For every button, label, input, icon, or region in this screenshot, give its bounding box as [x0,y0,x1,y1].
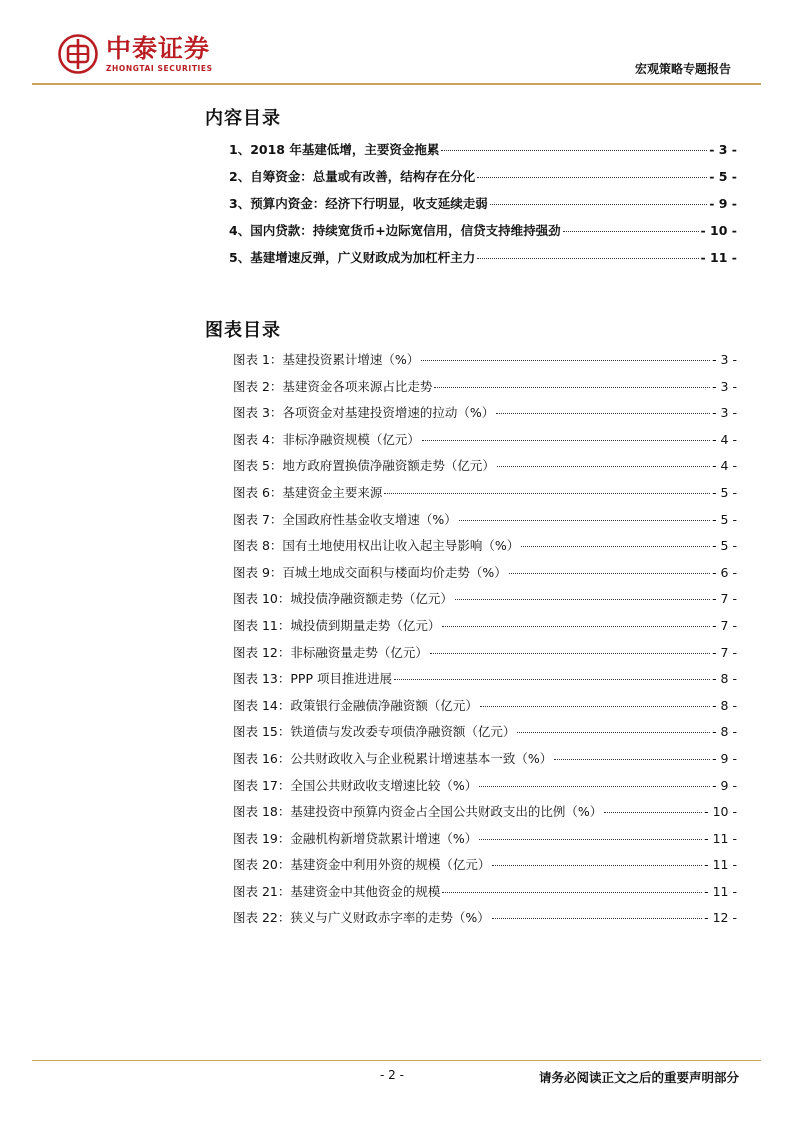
figure-entry-page: - 12 - [704,910,737,926]
figure-entry-label: 图表 2：基建资金各项来源占比走势 [233,378,433,394]
leader-dots [477,258,698,259]
figure-entry-label: 图表 14：政策银行金融债净融资额（亿元） [233,697,478,713]
figure-entry-page: - 7 - [712,617,737,633]
figure-entry-label: 图表 5：地方政府置换债净融资额走势（亿元） [233,458,495,474]
figure-entry-label: 图表 6：基建资金主要来源 [233,484,383,500]
footer-divider [32,1060,761,1061]
contents-entry-page: - 5 - [709,169,737,184]
figure-entry-4[interactable] [205,430,737,457]
logo-chinese-name: 中泰证券 [106,33,211,63]
figure-entry-page: - 8 - [712,671,737,687]
figure-entry-label: 图表 16：公共财政收入与企业税累计增速基本一致（%） [233,750,553,766]
figure-entry-label: 图表 19：金融机构新增贷款累计增速（%） [233,830,478,846]
figure-entry-10[interactable] [205,589,737,616]
leader-dots [517,732,710,733]
figure-entry-label: 图表 10：城投债净融资额走势（亿元） [233,591,453,607]
figure-entry-label: 图表 13：PPP 项目推进进展 [233,671,392,687]
leader-dots [441,150,707,151]
figure-entry-page: - 9 - [712,777,737,793]
figure-entry-page: - 7 - [712,644,737,660]
contents-entry-page: - 3 - [709,142,737,157]
leader-dots [422,440,710,441]
company-logo [58,34,213,74]
figures-list [205,350,737,935]
contents-entry-label: 3、预算内资金：经济下行明显，收支延续走弱 [229,196,488,211]
footer-disclaimer: 请务必阅读正文之后的重要声明部分 [538,1070,739,1085]
contents-entry-4[interactable] [205,221,737,248]
figure-entry-20[interactable] [205,855,737,882]
leader-dots [434,387,710,388]
contents-entry-2[interactable] [205,167,737,194]
contents-entry-page: - 9 - [709,196,737,211]
contents-entry-label: 4、国内贷款：持续宽货币+边际宽信用，信贷支持维持强劲 [229,223,561,238]
contents-entry-page: - 10 - [700,223,737,238]
figure-entry-page: - 11 - [704,857,737,873]
contents-title: 内容目录 [205,108,281,129]
page-number: - 2 - [380,1068,404,1082]
contents-entry-page: - 11 - [700,250,737,265]
contents-entry-label: 2、自筹资金：总量或有改善，结构存在分化 [229,169,476,184]
leader-dots [442,626,710,627]
figure-entry-8[interactable] [205,536,737,563]
figure-entry-18[interactable] [205,802,737,829]
leader-dots [459,520,710,521]
figure-entry-11[interactable] [205,616,737,643]
figure-entry-page: - 5 - [712,538,737,554]
contents-list [205,140,737,275]
figure-entry-14[interactable] [205,696,737,723]
figure-entry-page: - 7 - [712,591,737,607]
figure-entry-label: 图表 9：百城土地成交面积与楼面均价走势（%） [233,564,507,580]
figure-entry-page: - 5 - [712,511,737,527]
figure-entry-21[interactable] [205,882,737,909]
figure-entry-page: - 4 - [712,431,737,447]
figure-entry-label: 图表 11：城投债到期量走势（亿元） [233,617,441,633]
figure-entry-9[interactable] [205,563,737,590]
leader-dots [490,204,708,205]
header-divider [32,83,761,85]
figure-entry-label: 图表 4：非标净融资规模（亿元） [233,431,420,447]
figure-entry-label: 图表 21：基建资金中其他资金的规模 [233,883,441,899]
figure-entry-page: - 3 - [712,405,737,421]
leader-dots [496,413,710,414]
leader-dots [384,493,710,494]
leader-dots [497,466,710,467]
figure-entry-12[interactable] [205,643,737,670]
figure-entry-page: - 8 - [712,697,737,713]
leader-dots [492,918,702,919]
leader-dots [479,786,710,787]
leader-dots [604,812,702,813]
contents-entry-label: 5、基建增速反弹，广义财政成为加杠杆主力 [229,250,476,265]
leader-dots [563,231,699,232]
figure-entry-label: 图表 15：铁道债与发改委专项债净融资额（亿元） [233,724,516,740]
figure-entry-7[interactable] [205,510,737,537]
contents-entry-5[interactable] [205,248,737,275]
figure-entry-2[interactable] [205,377,737,404]
figure-entry-13[interactable] [205,669,737,696]
figure-entry-page: - 8 - [712,724,737,740]
logo-english-name: ZHONGTAI SECURITIES [106,63,213,73]
figure-entry-label: 图表 17：全国公共财政收支增速比较（%） [233,777,478,793]
zhongtai-logo-icon [58,34,98,74]
leader-dots [430,653,710,654]
figure-entry-page: - 11 - [704,883,737,899]
figure-entry-page: - 9 - [712,750,737,766]
leader-dots [554,759,710,760]
leader-dots [455,599,710,600]
figure-entry-page: - 6 - [712,564,737,580]
contents-entry-3[interactable] [205,194,737,221]
contents-entry-label: 1、2018 年基建低增，主要资金拖累 [229,142,440,157]
figure-entry-5[interactable] [205,456,737,483]
figure-entry-6[interactable] [205,483,737,510]
figure-entry-page: - 11 - [704,830,737,846]
figure-entry-page: - 4 - [712,458,737,474]
leader-dots [421,360,710,361]
figure-entry-label: 图表 8：国有土地使用权出让收入起主导影响（%） [233,538,520,554]
leader-dots [394,679,710,680]
leader-dots [509,573,710,574]
figure-entry-label: 图表 7：全国政府性基金收支增速（%） [233,511,457,527]
figure-entry-label: 图表 12：非标融资量走势（亿元） [233,644,428,660]
leader-dots [480,706,710,707]
figure-entry-label: 图表 20：基建资金中利用外资的规模（亿元） [233,857,491,873]
leader-dots [442,892,702,893]
figure-entry-page: - 3 - [712,352,737,367]
figure-entry-label: 图表 22：狭义与广义财政赤字率的走势（%） [233,910,490,926]
leader-dots [477,177,707,178]
figure-entry-15[interactable] [205,722,737,749]
figure-entry-page: - 5 - [712,484,737,500]
figure-entry-17[interactable] [205,776,737,803]
figures-title: 图表目录 [205,320,281,341]
figure-entry-1[interactable] [205,350,737,377]
figure-entry-label: 图表 3：各项资金对基建投资增速的拉动（%） [233,405,495,421]
figure-entry-page: - 3 - [712,378,737,394]
figure-entry-label: 图表 18：基建投资中预算内资金占全国公共财政支出的比例（%） [233,804,603,820]
report-type-label: 宏观策略专题报告 [634,62,731,76]
leader-dots [479,839,702,840]
figure-entry-22[interactable] [205,908,737,935]
figure-entry-3[interactable] [205,403,737,430]
figure-entry-16[interactable] [205,749,737,776]
figure-entry-19[interactable] [205,829,737,856]
figure-entry-page: - 10 - [704,804,737,820]
contents-entry-1[interactable] [205,140,737,167]
figure-entry-label: 图表 1：基建投资累计增速（%） [233,352,420,367]
leader-dots [521,546,710,547]
leader-dots [492,865,702,866]
